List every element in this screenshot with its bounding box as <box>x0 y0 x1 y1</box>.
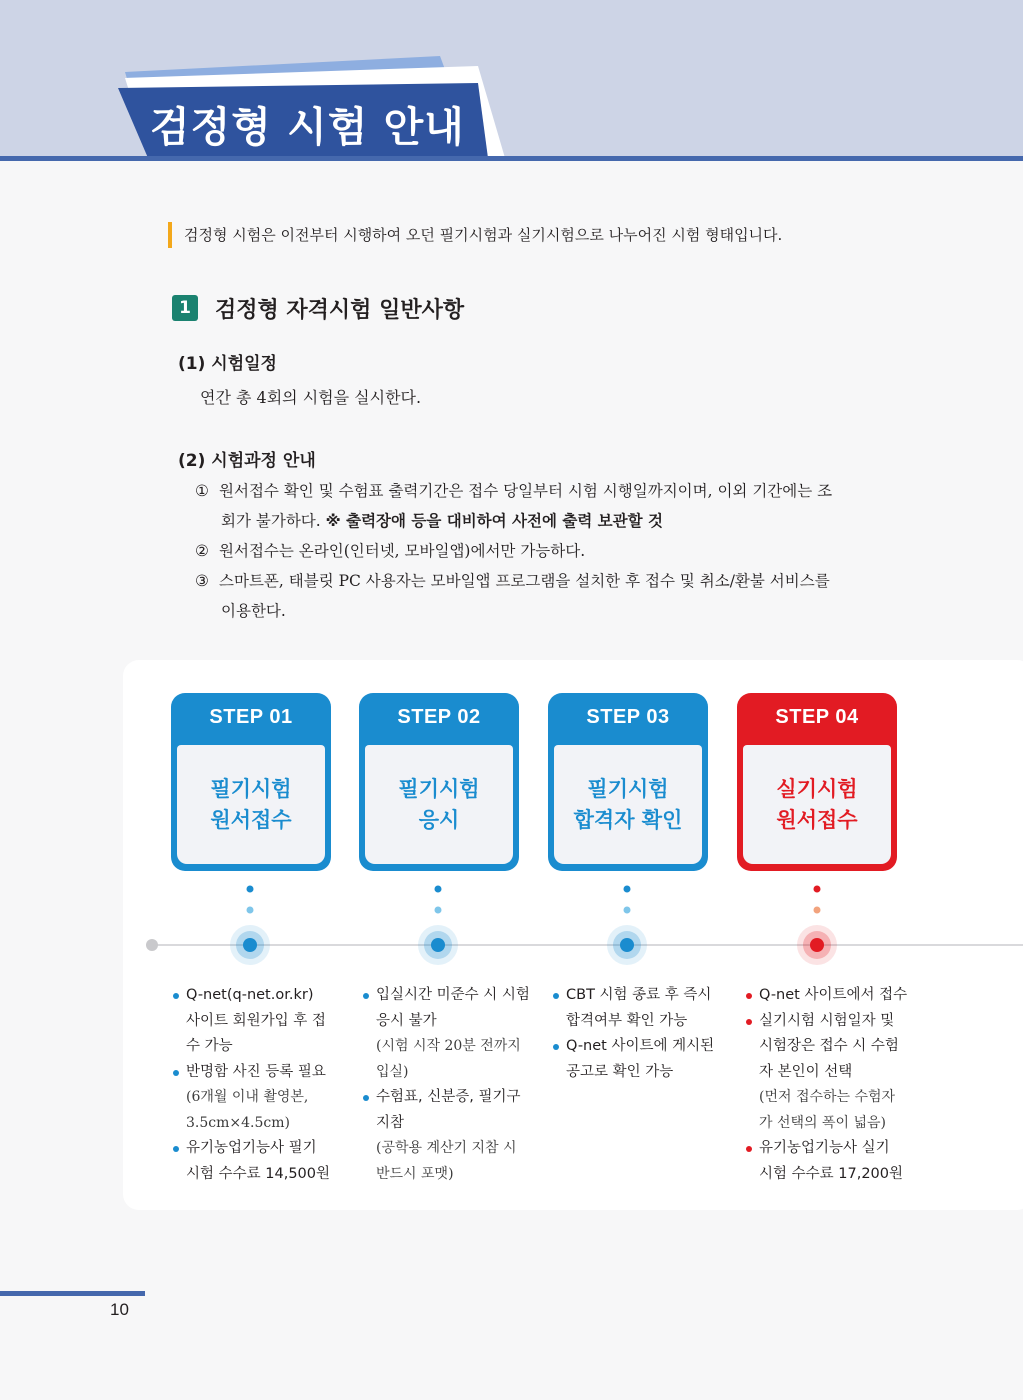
detail-line: 유기농업기능사 필기 <box>173 1136 348 1162</box>
detail-line: 유기농업기능사 실기 <box>746 1136 921 1162</box>
detail-note: 입실) <box>376 1063 409 1080</box>
detail-line: 공고로 확인 가능 <box>566 1063 674 1080</box>
item-marker: ③ <box>195 572 209 590</box>
detail-line: 수험표, 신분증, 필기구 <box>363 1085 538 1111</box>
detail-line: CBT 시험 종료 후 즉시 <box>553 983 728 1009</box>
timeline-node-4 <box>797 886 837 966</box>
page-title: 검정형 시험 안내 <box>150 103 465 151</box>
step-title-line1: 필기시험 <box>587 776 669 801</box>
detail-note: (6개월 이내 촬영본, <box>186 1089 309 1105</box>
schedule-text: 연간 총 4회의 시험을 실시한다. <box>200 388 422 407</box>
item-line-2a: 회가 불가하다. <box>221 512 321 530</box>
step-label: STEP 02 <box>397 706 481 728</box>
detail-note: (먼저 접수하는 수험자 <box>759 1089 896 1105</box>
step-title-line1: 실기시험 <box>776 776 858 801</box>
timeline-node-2 <box>418 886 458 966</box>
detail-line: Q-net(q-net.or.kr) <box>173 983 348 1009</box>
item-marker: ② <box>195 542 209 560</box>
detail-line: 지참 <box>376 1114 405 1131</box>
detail-note: 3.5cm×4.5cm) <box>186 1114 290 1131</box>
step-title-line1: 필기시험 <box>210 776 292 801</box>
detail-line: 합격여부 확인 가능 <box>566 1012 688 1029</box>
detail-line: 사이트 회원가입 후 접 <box>186 1012 326 1029</box>
detail-note: 반드시 포맷) <box>376 1165 454 1182</box>
step-title-line2: 합격자 확인 <box>573 807 683 832</box>
page-number: 10 <box>110 1300 129 1319</box>
item-note: ※ 출력장애 등을 대비하여 사전에 출력 보관할 것 <box>325 512 663 530</box>
timeline-start-dot <box>146 939 158 951</box>
step-label: STEP 01 <box>209 706 293 728</box>
item-line: 원서접수는 온라인(인터넷, 모바일앱)에서만 가능하다. <box>219 542 586 560</box>
detail-line: 시험 수수료 14,500원 <box>186 1165 330 1182</box>
step-label: STEP 04 <box>775 706 859 728</box>
detail-line: 시험장은 접수 시 수험 <box>759 1038 899 1054</box>
detail-line: 반명함 사진 등록 필요 <box>173 1060 348 1086</box>
section-number-badge: 1 <box>172 295 198 321</box>
detail-note: (시험 시작 20분 전까지 <box>376 1038 521 1054</box>
step-details-4 <box>746 983 921 1187</box>
step-title-line2: 응시 <box>418 807 460 832</box>
item-line: 스마트폰, 태블릿 PC 사용자는 모바일앱 프로그램을 설치한 후 접수 및 취소/환불 서비스를 <box>219 572 830 590</box>
detail-line: 자 본인이 선택 <box>759 1063 853 1080</box>
step-details-2 <box>363 983 538 1187</box>
detail-line: 실기시험 시험일자 및 <box>746 1009 921 1035</box>
detail-line: Q-net 사이트에 게시된 <box>553 1034 728 1060</box>
step-label: STEP 03 <box>586 706 670 728</box>
timeline-node-1 <box>230 886 270 966</box>
timeline-node-3 <box>607 886 647 966</box>
item-line: 원서접수 확인 및 수험표 출력기간은 접수 당일부터 시험 시행일까지이며, 이외 기간에는 조 <box>219 482 833 500</box>
item-marker: ① <box>195 482 209 500</box>
detail-line: 수 가능 <box>186 1038 233 1054</box>
subsection-heading-process: (2) 시험과정 안내 <box>178 451 316 471</box>
detail-line: 응시 불가 <box>376 1012 437 1029</box>
footer-rule <box>0 1291 145 1296</box>
detail-note: (공학용 계산기 지참 시 <box>376 1140 517 1156</box>
section-title: 검정형 자격시험 일반사항 <box>215 298 465 323</box>
detail-line: Q-net 사이트에서 접수 <box>746 983 921 1009</box>
step-title-line1: 필기시험 <box>398 776 480 801</box>
item-line-cont: 이용한다. <box>221 602 286 620</box>
step-title-line2: 원서접수 <box>776 807 858 832</box>
intro-text: 검정형 시험은 이전부터 시행하여 오던 필기시험과 실기시험으로 나누어진 시험 형태입니다. <box>168 222 782 248</box>
step-details-1 <box>173 983 348 1187</box>
detail-note: 가 선택의 폭이 넓음) <box>759 1114 887 1131</box>
detail-line: 입실시간 미준수 시 시험 <box>363 983 538 1009</box>
step-title-line2: 원서접수 <box>210 807 292 832</box>
subsection-heading-schedule: (1) 시험일정 <box>178 354 277 374</box>
step-details-3 <box>553 983 728 1085</box>
detail-line: 시험 수수료 17,200원 <box>759 1165 903 1182</box>
